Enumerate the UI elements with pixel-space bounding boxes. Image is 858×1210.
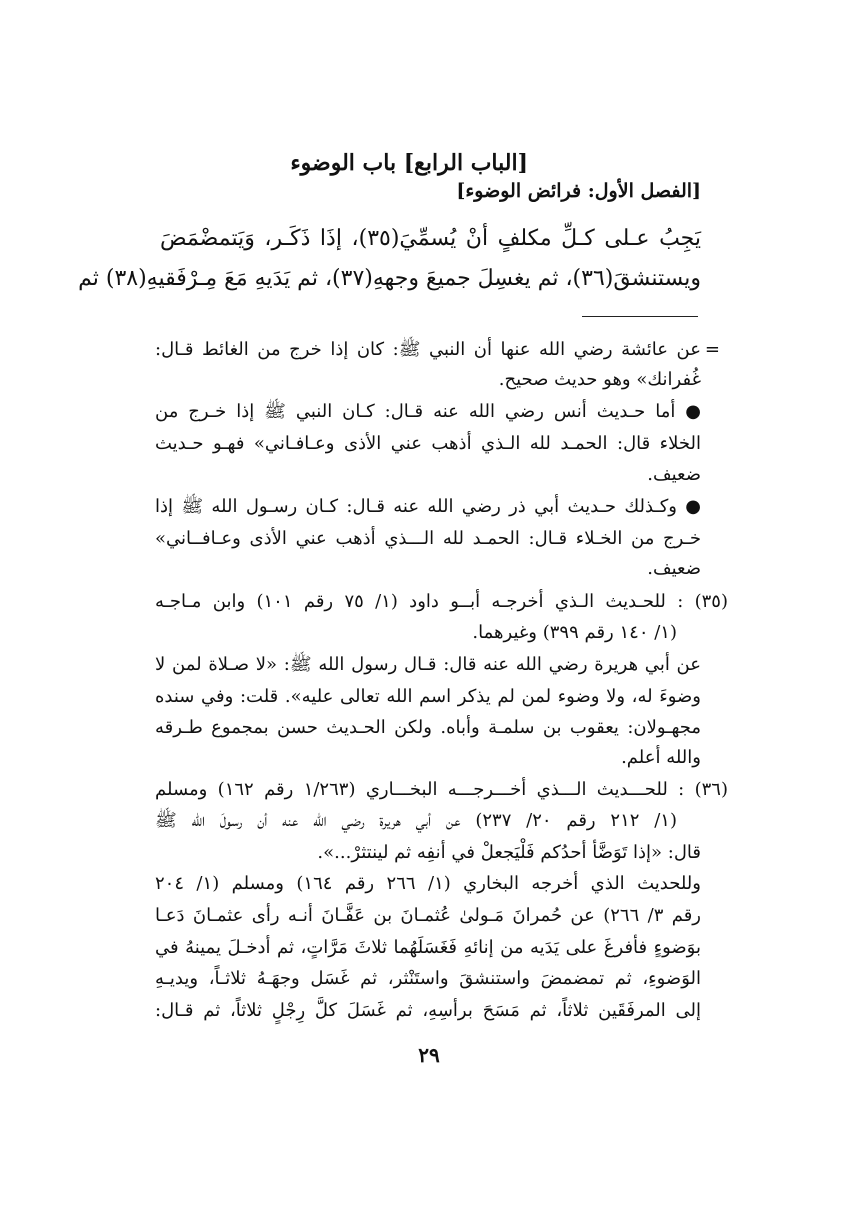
footnote-line: (٣٦) : للحـــديث الـــذي أخـــرجـــه البخـــاري (١/٢٦٣ رقم ١٦٢) ومسلم (155, 779, 728, 800)
footnote-line: (١/ ٢١٢ رقم ٢٠/ ٢٣٧) عن أبي هريرة رضي الله عنه أن رسولَ الله ﷺ (155, 810, 677, 831)
footnote-line: الوَضوءِ، ثم تمضمضَ واستنشقَ واستَنْثر، ثم غَسَل وجهَـهُ ثلاثـاً، ويديـهِ (155, 968, 701, 989)
footnote-line: ضعيف. (647, 558, 701, 579)
footnote-line: ● وكـذلك حـديث أبي ذر رضي الله عنه قـال: كـان رسـول الله ﷺ إذا (155, 496, 701, 517)
footnote-line: ● أما حـديث أنس رضي الله عنه قـال: كـان النبي ﷺ إذا خـرج من (155, 401, 701, 422)
footnote-line: قال: «إذا تَوَضَّأ أحدُكم فَلْيَجعلْ في أنفِه ثم لينتثرْ...». (317, 842, 701, 863)
footnote-line: ضعيف. (647, 464, 701, 485)
footnote-line: غُفرانك» وهو حديث صحيح. (498, 369, 701, 390)
main-text-line: ويستنشقَ(٣٦)، ثم يغسِلَ جميعَ وجههِ(٣٧)، ثم يَدَيهِ مَعَ مِـرْفَقيهِ(٣٨) ثم (78, 266, 701, 291)
footnote-line: الخلاء قال: الحمـد لله الـذي أذهب عني الأذى وعـافـاني» فهـو حـديث (155, 433, 701, 454)
footnote-line: إلى المرفَقَين ثلاثاً، ثم مَسَحَ برأسِهِ، ثم غَسَلَ كلَّ رِجْلٍ ثلاثاً، ثم قـال: (155, 1000, 701, 1021)
footnote-line: عن أبي هريرة رضي الله عنه قال: قـال رسول الله ﷺ: «لا صـلاة لمن لا (155, 654, 702, 675)
footnote-line: (١/ ١٤٠ رقم ٣٩٩) وغيرهما. (472, 622, 677, 643)
footnote-line: وضوءَ له، ولا وضوء لمن لم يذكر اسم الله تعالى عليه». قلت: وفي سنده (155, 686, 701, 707)
footnote-line: (٣٥) : للحـديث الـذي أخرجـه أبــو داود (١/ ٧٥ رقم ١٠١) وابن مـاجـه (155, 591, 728, 612)
footnote-line: عن عائشة رضي الله عنها أن النبي ﷺ: كان إذا خرج من الغائط قـال: (155, 339, 701, 360)
section-title: [الفصل الأول: فرائض الوضوء] (456, 180, 701, 202)
continuation-marker: = (704, 339, 720, 360)
footnote-line: خـرج من الخـلاء قـال: الحمـد لله الـــذي أذهب عني الأذى وعـافــاني» (155, 528, 701, 549)
footnote-separator (582, 316, 698, 317)
main-text-line: يَجِبُ عـلى كـلِّ مكلفٍ أنْ يُسمِّيَ(٣٥)، إذَا ذَكَـر، وَيَتمضْمَضَ (160, 226, 701, 251)
page-number: ٢٩ (418, 1043, 440, 1067)
footnote-line: رقم ٣/ ٢٦٦) عن حُمرانَ مَـولىٰ عُثمـانَ بن عَفَّـانَ أنـه رأى عثمـانَ دَعـا (155, 905, 701, 926)
footnote-line: والله أعلم. (621, 747, 701, 768)
footnote-line: بوَضوءٍ فأفرغَ على يَدَيه من إنائهِ فَغَسَلَهُما ثلاثَ مَرَّاتٍ، ثم أدخـلَ يمينهُ في (155, 937, 701, 958)
chapter-title: [الباب الرابع] باب الوضوء (290, 150, 528, 176)
footnote-line: مجهـولان: يعقوب بن سلمـة وأباه. ولكن الحـديث حسن بمجموع طـرقه (155, 717, 701, 738)
footnote-line: وللحديث الذي أخرجه البخاري (١/ ٢٦٦ رقم ١٦٤) ومسلم (١/ ٢٠٤ (155, 873, 701, 894)
